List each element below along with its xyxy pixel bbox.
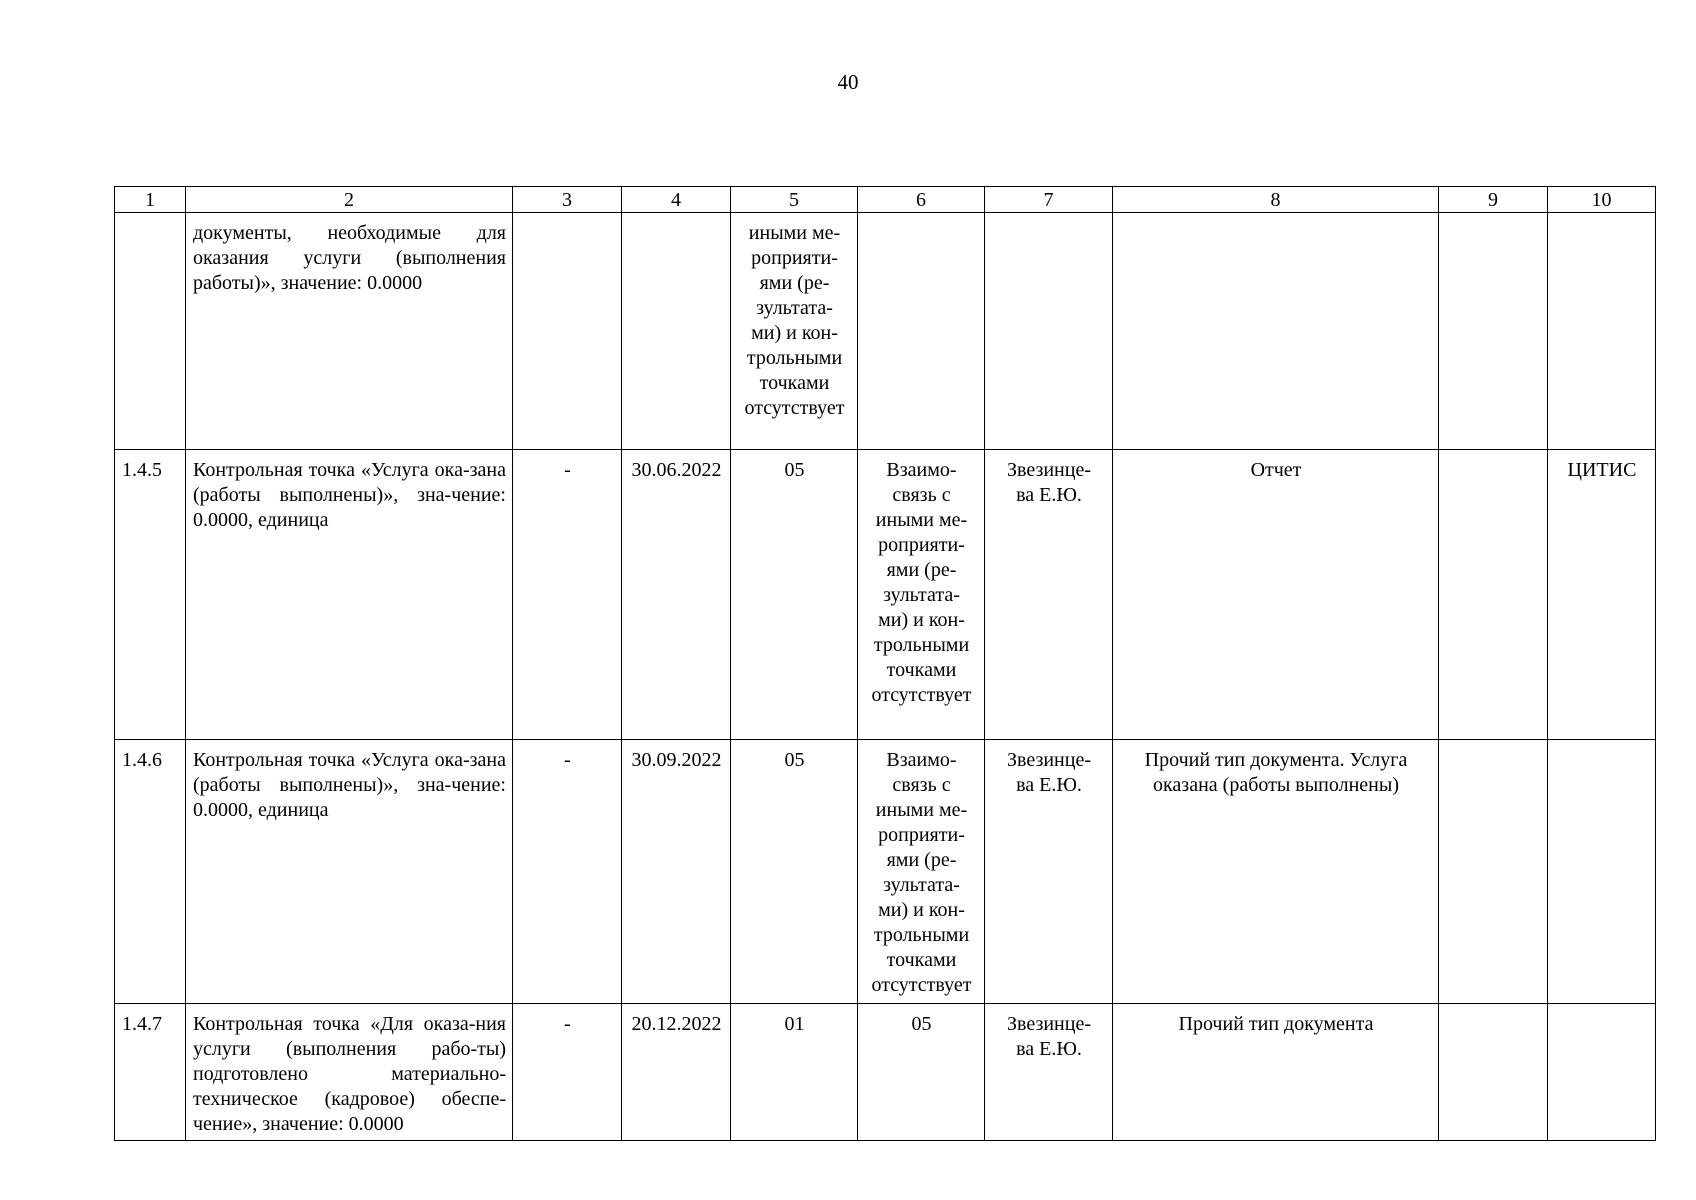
row-document-type: Отчет (1113, 450, 1439, 740)
row-col5: 05 (731, 450, 858, 740)
row-responsible (985, 213, 1113, 450)
table-row (115, 740, 1656, 1004)
row-date (622, 213, 731, 450)
column-header: 4 (622, 187, 731, 213)
column-header: 5 (731, 187, 858, 213)
row-col9 (1439, 213, 1548, 450)
row-document-type: Прочий тип документа. Услуга оказана (работы выполнены) (1113, 740, 1439, 1004)
row-col3: - (513, 1004, 622, 1141)
row-col5: иными ме- роприяти- ями (ре- зультата- ми) и кон- трольными точками отсутствует (731, 213, 858, 450)
row-col10 (1548, 1004, 1656, 1141)
row-number: 1.4.5 (115, 450, 186, 740)
row-number: 1.4.7 (115, 1004, 186, 1141)
row-description: Контрольная точка «Для оказа-ния услуги (выполнения рабо-ты) подготовлено материально-техническое (кадровое) обеспе-чение», значение: 0.0000 (186, 1004, 513, 1141)
row-number (115, 213, 186, 450)
column-header: 6 (858, 187, 985, 213)
row-col10 (1548, 740, 1656, 1004)
column-header: 9 (1439, 187, 1548, 213)
row-col6: Взаимо- связь с иными ме- роприяти- ями (ре- зультата- ми) и кон- трольными точками отсутствует (858, 450, 985, 740)
row-date: 30.09.2022 (622, 740, 731, 1004)
row-responsible: Звезинце- ва Е.Ю. (985, 1004, 1113, 1141)
row-number: 1.4.6 (115, 740, 186, 1004)
column-header: 2 (186, 187, 513, 213)
row-col9 (1439, 1004, 1548, 1141)
row-col10 (1548, 213, 1656, 450)
row-col5: 05 (731, 740, 858, 1004)
row-col9 (1439, 740, 1548, 1004)
table-row (115, 213, 1656, 450)
row-description: Контрольная точка «Услуга ока-зана (работы выполнены)», зна-чение: 0.0000, единица (186, 450, 513, 740)
table-row (115, 1004, 1656, 1141)
row-responsible: Звезинце- ва Е.Ю. (985, 450, 1113, 740)
column-header: 10 (1548, 187, 1656, 213)
row-col6: Взаимо- связь с иными ме- роприяти- ями (ре- зультата- ми) и кон- трольными точками отсутствует (858, 740, 985, 1004)
row-responsible: Звезинце- ва Е.Ю. (985, 740, 1113, 1004)
page-number: 40 (837, 70, 859, 94)
row-col10: ЦИТИС (1548, 450, 1656, 740)
column-header: 8 (1113, 187, 1439, 213)
row-col3 (513, 213, 622, 450)
row-description: Контрольная точка «Услуга ока-зана (работы выполнены)», зна-чение: 0.0000, единица (186, 740, 513, 1004)
row-col6: 05 (858, 1004, 985, 1141)
row-description: документы, необходимые для оказания услуги (выполнения работы)», значение: 0.0000 (186, 213, 513, 450)
row-col9 (1439, 450, 1548, 740)
row-document-type (1113, 213, 1439, 450)
schedule-table (114, 186, 1656, 1141)
table-row (115, 450, 1656, 740)
column-header: 1 (115, 187, 186, 213)
row-date: 20.12.2022 (622, 1004, 731, 1141)
row-col3: - (513, 450, 622, 740)
row-col6 (858, 213, 985, 450)
row-col5: 01 (731, 1004, 858, 1141)
row-date: 30.06.2022 (622, 450, 731, 740)
row-document-type: Прочий тип документа (1113, 1004, 1439, 1141)
column-header: 3 (513, 187, 622, 213)
row-col3: - (513, 740, 622, 1004)
column-header: 7 (985, 187, 1113, 213)
table-header-row (115, 187, 1656, 213)
